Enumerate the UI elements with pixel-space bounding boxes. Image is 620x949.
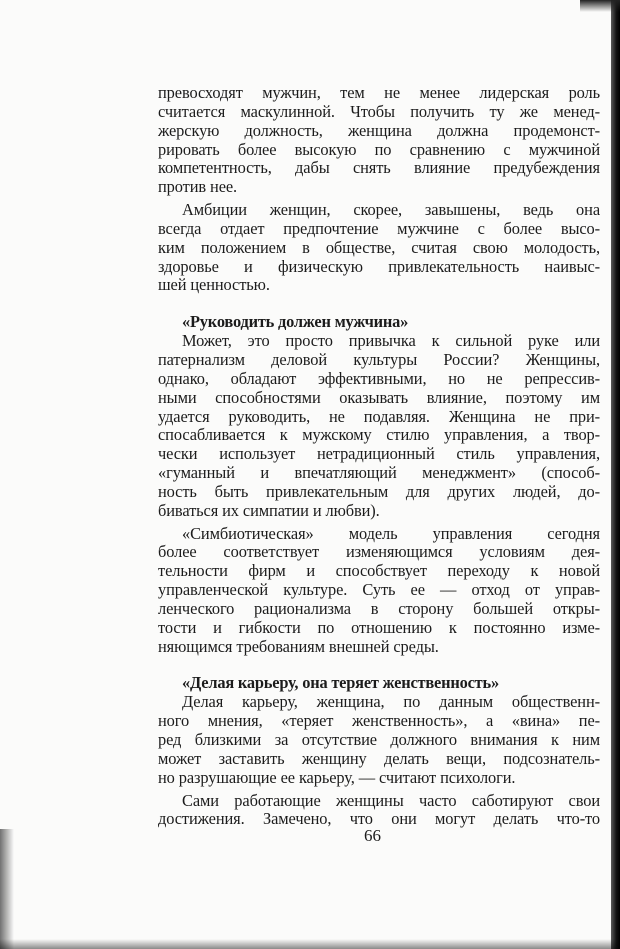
text-line: тости и гибкости по отношению к постоянно изме- [158,617,600,637]
text-line: всегда отдает предпочтение мужчине с более высо- [158,218,600,238]
text-line: но разрушающие ее карьеру, — считают психологи. [158,767,516,787]
text-line: рировать более высокую по сравнению с мужчиной [158,139,600,159]
paragraph-4 [158,525,600,657]
section-heading: «Руководить должен мужчина» [182,312,409,332]
text-line: однако, обладают эффективными, но не репрессив- [158,368,600,388]
text-line: биваться их симпатии и любви). [158,500,380,520]
text-line: шей ценностью. [158,275,270,295]
text-line: может заставить женщину делать вещи, подсознатель- [158,748,600,768]
text-line: достижения. Замечено, что они могут делать что-то [158,809,600,829]
paragraph-1 [158,84,600,197]
paragraph-3 [158,332,600,520]
text-line: чески использует нетрадиционный стиль управления, [158,444,600,464]
text-line: Может, это просто привычка к сильной руке или [182,331,600,351]
text-line: считается маскулинной. Чтобы получить ту же менед- [158,101,600,121]
scan-edge-shadow-top [580,0,620,12]
section-heading: «Делая карьеру, она теряет женственность» [182,673,499,693]
paragraph-2 [158,201,600,295]
text-line: против нее. [158,177,238,197]
text-line: няющимся требованиям внешней среды. [158,636,439,656]
text-line: ного мнения, «теряет женственность», а «вина» пе- [158,711,600,731]
text-line: удается руководить, не подавляя. Женщина не при- [158,406,600,426]
text-line: более соответствует изменяющимся условиям дея- [158,542,600,562]
paragraph-6 [158,792,600,830]
scan-edge-shadow-right [611,0,620,949]
page-number: 66 [364,826,381,845]
text-line: Делая карьеру, женщина, по данным общественн- [182,692,600,712]
text-line: компетентность, дабы снять влияние предубеждения [158,158,600,178]
text-line: превосходят мужчин, тем не менее лидерская роль [158,83,600,102]
text-line: ными способностями оказывать влияние, поэтому им [158,387,600,407]
body-text [158,84,600,829]
text-line: управленческой культуре. Суть ее — отход от управ- [158,580,600,600]
text-line: ленческого рационализма в сторону большей откры- [158,598,600,618]
text-line: «Симбиотическая» модель управления сегодня [182,523,600,543]
text-line: патернализм деловой культуры России? Женщины, [158,349,600,369]
text-line: тельности фирм и способствует переходу к новой [158,561,600,581]
scan-edge-shadow-bottom [0,939,620,949]
text-line: спосабливается к мужскому стилю управления, а твор- [158,425,600,445]
text-line: ред близкими за отсутствие должного внимания к ним [158,730,600,749]
scan-edge-shadow-left [0,829,14,949]
text-line: Сами работающие женщины часто саботируют свои [182,790,600,810]
text-line: ность быть привлекательным для других людей, до- [158,481,600,501]
text-line: ким положением в обществе, считая свою молодость, [158,237,600,257]
paragraph-5 [158,693,600,787]
text-line: здоровье и физическую привлекательность наивыс- [158,256,600,276]
text-line: жерскую должность, женщина должна продемонст- [158,120,600,140]
text-line: Амбиции женщин, скорее, завышены, ведь она [182,200,600,220]
text-line: «гуманный и впечатляющий менеджмент» (способ- [158,463,600,483]
